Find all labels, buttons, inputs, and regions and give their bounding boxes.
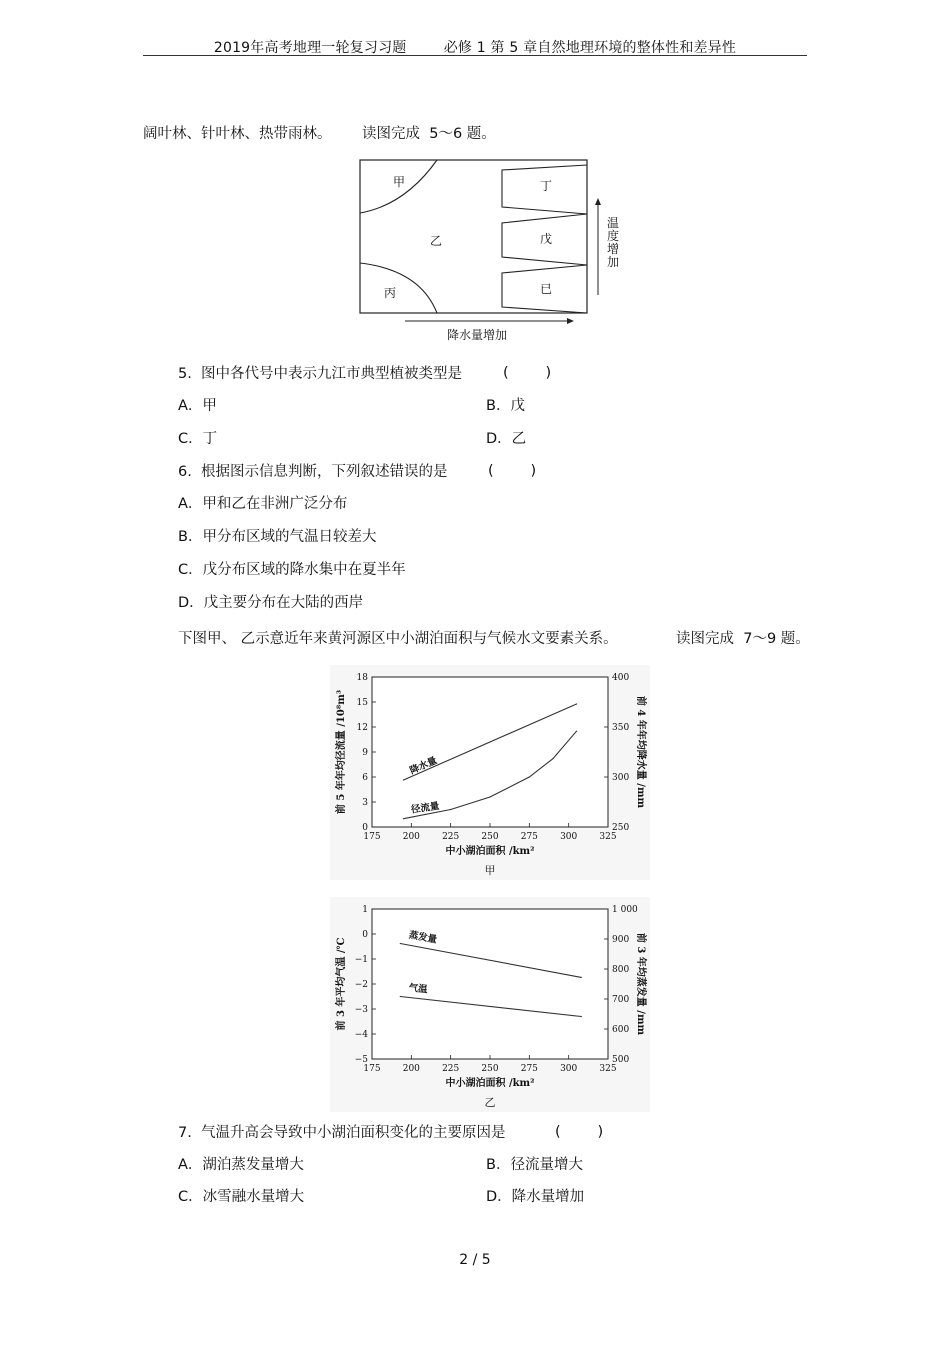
series-point-1 [400, 943, 401, 944]
x-tick-label: 175 [363, 1064, 381, 1074]
series-label: 气温 [407, 982, 429, 996]
x-tick-label: 225 [442, 832, 460, 842]
q7-option-b: B．径流量增大 [486, 1157, 583, 1173]
q6-option-d: D．戊主要分布在大陆的西岸 [178, 595, 364, 611]
x-axis-label: 降水量增加 [447, 328, 508, 342]
y-axis-label: 前 5 年年均径流量 /10⁸m³ [336, 689, 347, 815]
y-tick-label: −3 [354, 1005, 368, 1015]
x-tick-label: 300 [560, 832, 578, 842]
chart-jia [330, 665, 650, 880]
y-tick-label: 6 [362, 773, 368, 783]
y-tick-label: 1 [362, 905, 368, 915]
series-point-1 [403, 779, 404, 780]
y-tick-label: −4 [354, 1030, 368, 1040]
series-point-2 [581, 1016, 582, 1017]
y-tick-label: 9 [362, 748, 368, 758]
y-tick-label: 3 [362, 798, 368, 808]
label-yi: 乙 [430, 234, 443, 248]
series-point-2 [450, 809, 451, 810]
q7-option-a: A．湖泊蒸发量增大 [178, 1157, 304, 1173]
q7-answer-blank: ( ) [555, 1124, 604, 1140]
series-point-2 [400, 996, 401, 997]
label-bing: 丙 [384, 286, 397, 300]
x-tick-label: 200 [402, 1064, 420, 1074]
q5-option-d: D．乙 [486, 431, 527, 447]
chart-caption: 甲 [484, 864, 496, 877]
y2-tick-label: 800 [612, 965, 630, 975]
page-header [0, 37, 950, 57]
x-tick-label: 250 [481, 1064, 499, 1074]
y2-tick-label: 400 [612, 673, 630, 683]
y2-tick-label: 300 [612, 773, 630, 783]
y2-tick-label: 900 [612, 935, 630, 945]
y2-tick-label: 700 [612, 995, 630, 1005]
series-point-2 [489, 796, 490, 797]
y2-axis-label: 前 4 年年均降水量 /mm [635, 695, 646, 809]
series-point-2 [403, 818, 404, 819]
x-tick-label: 175 [363, 832, 381, 842]
vegetation-diagram [355, 155, 630, 345]
y-tick-label: 18 [356, 673, 368, 683]
q5-option-b: B．戊 [486, 398, 525, 414]
intro2-instruction: 读图完成 7～9 题。 [676, 631, 810, 647]
q6-answer-blank: ( ) [488, 463, 537, 479]
q7-option-c: C．冰雪融水量增大 [178, 1189, 305, 1205]
x-tick-label: 300 [560, 1064, 578, 1074]
y2-tick-label: 600 [612, 1025, 630, 1035]
y2-tick-label: 350 [612, 723, 630, 733]
y2-tick-label: 500 [612, 1055, 630, 1065]
x-axis-label: 中小湖泊面积 /km² [445, 1078, 535, 1089]
y-axis-label: 前 3 年平均气温 /℃ [336, 937, 347, 1031]
y-tick-label: 0 [362, 930, 368, 940]
y-tick-label: 15 [356, 698, 368, 708]
series-point-1 [581, 977, 582, 978]
intro-text: 阔叶林、针叶林、热带雨林。 [143, 126, 332, 142]
x-tick-label: 225 [442, 1064, 460, 1074]
y2-axis-label: 前 3 年均蒸发量 /mm [635, 932, 646, 1036]
y2-tick-label: 1 000 [612, 905, 638, 915]
x-tick-label: 325 [599, 832, 617, 842]
series-point-2 [552, 758, 553, 759]
q6-stem: 6. 根据图示信息判断，下列叙述错误的是 [178, 464, 448, 480]
series-label: 降水量 [408, 755, 439, 777]
plot-frame [372, 909, 608, 1059]
y-tick-label: −2 [354, 980, 368, 990]
q6-option-c: C．戊分布区域的降水集中在夏半年 [178, 562, 406, 578]
chart-yi [330, 897, 650, 1112]
label-jia: 甲 [393, 175, 406, 189]
header-rule [143, 55, 807, 56]
y-tick-label: −1 [354, 955, 368, 965]
y-tick-label: 12 [356, 723, 368, 733]
q7-option-d: D．降水量增加 [486, 1189, 585, 1205]
arrow-y-head [595, 198, 601, 205]
arrow-x-head [567, 318, 574, 324]
y-tick-label: 0 [362, 823, 368, 833]
series-label: 蒸发量 [407, 929, 438, 946]
y-axis-label-4: 加 [607, 255, 620, 269]
intro2-text: 下图甲、 乙示意近年来黄河源区中小湖泊面积与气候水文要素关系。 [178, 631, 618, 647]
chart-caption: 乙 [484, 1096, 496, 1109]
x-tick-label: 200 [402, 832, 420, 842]
y-tick-label: −5 [354, 1055, 368, 1065]
series-point-1 [576, 703, 577, 704]
label-ji: 已 [540, 282, 553, 296]
x-tick-label: 275 [520, 1064, 538, 1074]
y-axis-label-2: 度 [607, 229, 620, 243]
label-ding: 丁 [540, 179, 553, 193]
x-tick-label: 325 [599, 1064, 617, 1074]
x-tick-label: 250 [481, 832, 499, 842]
plot-frame [372, 677, 608, 827]
q5-answer-blank: ( ) [503, 365, 552, 381]
q5-option-c: C．丁 [178, 431, 218, 447]
bing-boundary [360, 263, 437, 313]
q6-option-a: A．甲和乙在非洲广泛分布 [178, 496, 348, 512]
q6-option-b: B．甲分布区域的气温日较差大 [178, 529, 377, 545]
header-title: 2019年高考地理一轮复习习题 [213, 40, 407, 56]
q5-option-a: A．甲 [178, 398, 217, 414]
series-point-2 [529, 776, 530, 777]
q7-stem: 7. 气温升高会导致中小湖泊面积变化的主要原因是 [178, 1125, 506, 1141]
x-tick-label: 275 [520, 832, 538, 842]
series-point-2 [576, 731, 577, 732]
intro-instruction: 读图完成 5～6 题。 [362, 126, 496, 142]
y2-tick-label: 250 [612, 823, 630, 833]
y-axis-label-1: 温 [607, 216, 620, 230]
label-wu: 戊 [540, 232, 553, 246]
series-label: 径流量 [410, 800, 441, 816]
page-number: 2 / 5 [459, 1252, 491, 1268]
header-subtitle: 必修 1 第 5 章自然地理环境的整体性和差异性 [443, 40, 737, 56]
x-axis-label: 中小湖泊面积 /km² [445, 846, 535, 857]
q5-stem: 5. 图中各代号中表示九江市典型植被类型是 [178, 366, 463, 382]
y-axis-label-3: 增 [607, 242, 620, 256]
